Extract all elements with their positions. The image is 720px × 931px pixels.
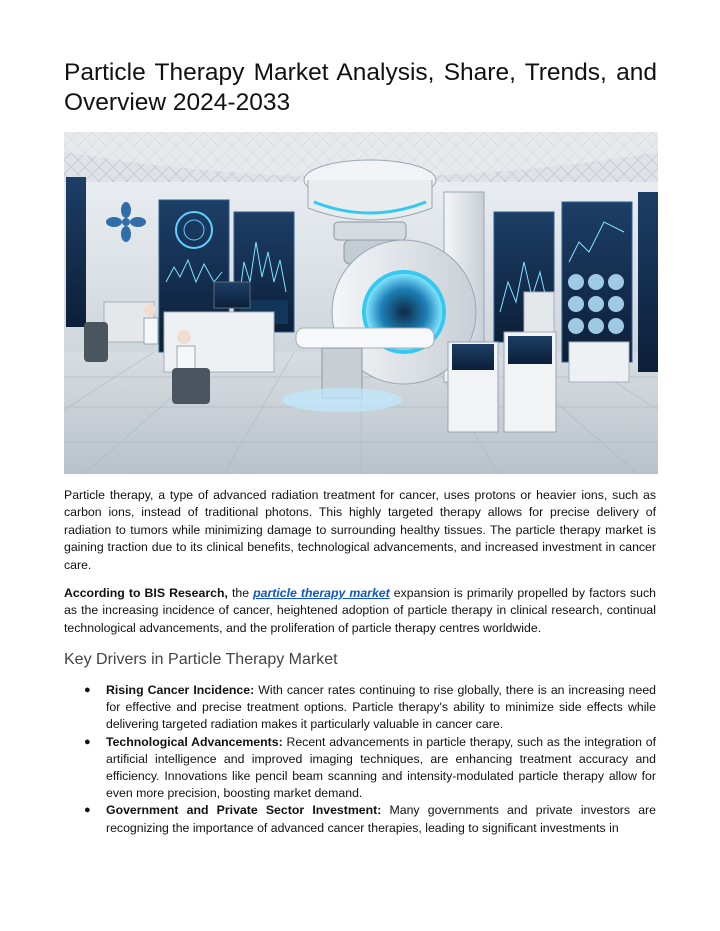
driver-label: Government and Private Sector Investment:: [106, 803, 382, 818]
hero-illustration: [64, 132, 658, 474]
page-title: Particle Therapy Market Analysis, Share, Trends, and Overview 2024-2033: [64, 59, 657, 116]
list-item: [84, 734, 656, 803]
bullet-icon: ●: [84, 735, 91, 748]
intro-paragraph: Particle therapy, a type of advanced radiation treatment for cancer, uses protons or heavier ions, such as carbon ions, instead of traditional photons. This highly targeted therapy allows for precise delivery of radiation to tumors while minimizing damage to surrounding healthy tissues. The particle therapy market is gaining traction due to its clinical benefits, technological advancements, and increased investment in cancer care.: [64, 488, 656, 572]
drivers-heading: Key Drivers in Particle Therapy Market: [64, 651, 338, 668]
research-paragraph: [64, 585, 656, 637]
bullet-icon: ●: [84, 804, 91, 817]
research-after-link: expansion is primarily propelled by factors such as the increasing incidence of cancer, heightened adoption of particle therapy in clinical research, continual technological advancements, and the proliferation of particle therapy centres worldwide.: [64, 586, 657, 635]
driver-text: With cancer rates continuing to rise globally, there is an increasing need for effective and precise treatment options. Particle therapy's ability to minimize side effects while delivering targeted radiation makes it particularly valuable in cancer care.: [106, 683, 657, 732]
driver-label: Rising Cancer Incidence:: [106, 683, 255, 697]
list-item: [84, 682, 656, 734]
research-lead: According to BIS Research,: [64, 586, 228, 600]
research-before-link: the: [227, 586, 254, 600]
treatment-room-illustration: [64, 132, 658, 474]
drivers-list: [84, 682, 656, 837]
driver-text: Recent advancements in particle therapy, such as the integration of artificial intelligence and improved imaging techniques, are enhancing treatment accuracy and efficiency. Innovations like pencil beam scanning and intensity-modulated particle therapy allow for even more precision, boosting market demand.: [106, 734, 656, 801]
bullet-icon: ●: [84, 684, 91, 696]
driver-label: Technological Advancements:: [106, 734, 283, 749]
list-item: [84, 802, 656, 836]
particle-therapy-market-link[interactable]: particle therapy market: [253, 586, 390, 600]
driver-text: Many governments and private investors are recognizing the importance of advanced cancer therapies, leading to significant investments in: [106, 803, 656, 835]
